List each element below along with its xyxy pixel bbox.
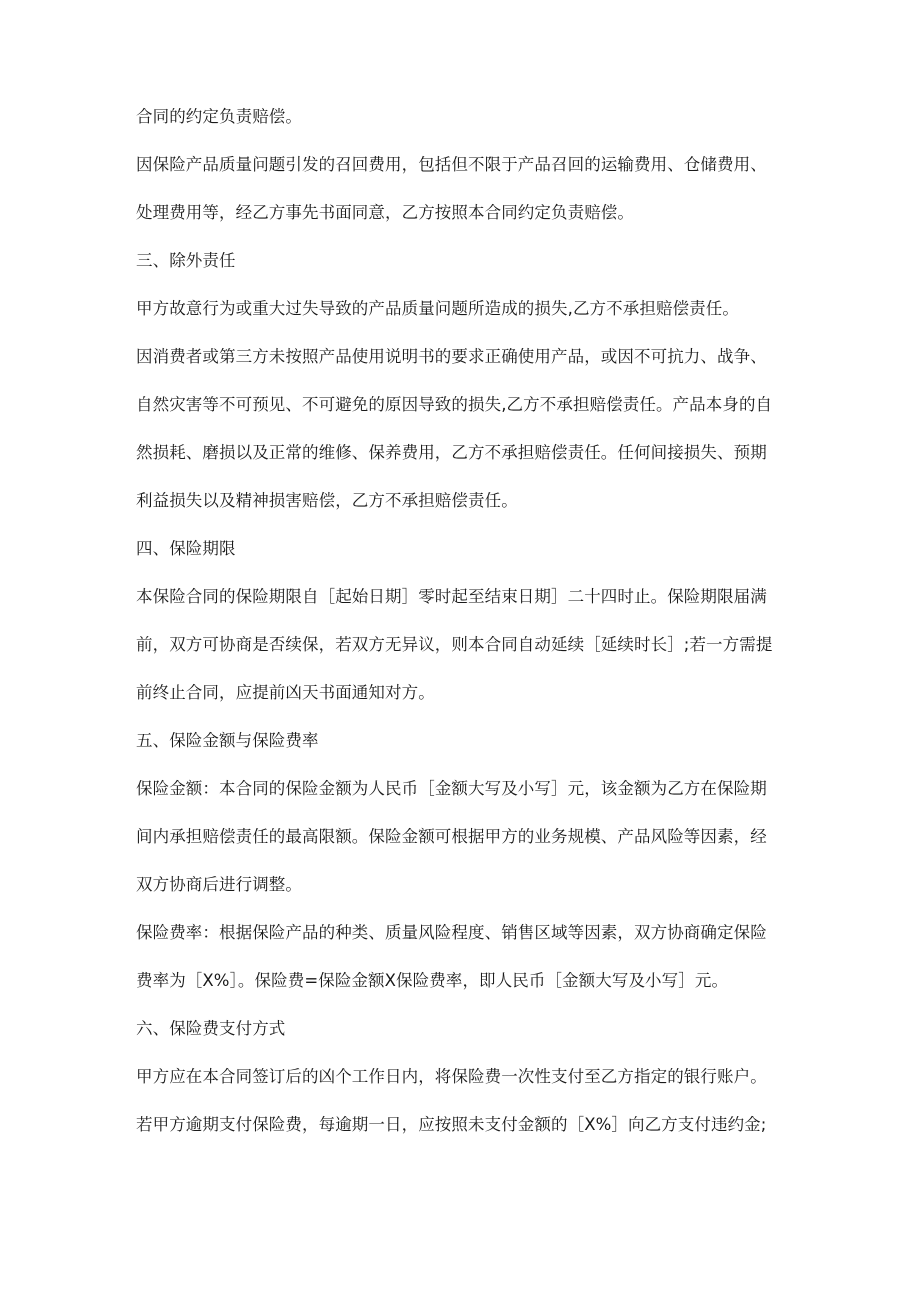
- paragraph-line: 前，双方可协商是否续保，若双方无异议，则本合同自动延续［延续时长］;若一方需提: [136, 635, 773, 654]
- paragraph-line: 处理费用等，经乙方事先书面同意，乙方按照本合同约定负责赔偿。: [136, 203, 634, 222]
- paragraph-line: 甲方故意行为或重大过失导致的产品质量问题所造成的损失,乙方不承担赔偿责任。: [136, 299, 739, 318]
- section-heading: 三、除外责任: [136, 251, 236, 270]
- paragraph-line: 间内承担赔偿责任的最高限额。保险金额可根据甲方的业务规模、产品风险等因素，经: [136, 827, 767, 846]
- paragraph-line: 若甲方逾期支付保险费，每逾期一日，应按照未支付金额的［X%］向乙方支付违约金;: [136, 1115, 767, 1134]
- paragraph-line: 自然灾害等不可预见、不可避免的原因导致的损失,乙方不承担赔偿责任。产品本身的自: [136, 395, 773, 414]
- paragraph-line: 然损耗、磨损以及正常的维修、保养费用，乙方不承担赔偿责任。任何间接损失、预期: [136, 443, 767, 462]
- section-heading: 六、保险费支付方式: [136, 1019, 286, 1038]
- paragraph-line: 因保险产品质量问题引发的召回费用，包括但不限于产品召回的运输费用、仓储费用、: [136, 155, 767, 174]
- paragraph-line: 本保险合同的保险期限自［起始日期］零时起至结束日期］二十四时止。保险期限届满: [136, 587, 767, 606]
- paragraph-line: 利益损失以及精神损害赔偿，乙方不承担赔偿责任。: [136, 491, 518, 510]
- paragraph-line: 甲方应在本合同签订后的凶个工作日内，将保险费一次性支付至乙方指定的银行账户。: [136, 1067, 767, 1086]
- paragraph-line: 合同的约定负责赔偿。: [136, 107, 302, 126]
- paragraph-line: 保险费率：根据保险产品的种类、质量风险程度、销售区域等因素，双方协商确定保险: [136, 923, 767, 942]
- paragraph-line: 保险金额：本合同的保险金额为人民币［金额大写及小写］元，该金额为乙方在保险期: [136, 779, 767, 798]
- paragraph-line: 因消费者或第三方未按照产品使用说明书的要求正确使用产品，或因不可抗力、战争、: [136, 347, 767, 366]
- paragraph-line: 双方协商后进行调整。: [136, 875, 302, 894]
- paragraph-line: 前终止合同，应提前凶天书面通知对方。: [136, 683, 435, 702]
- section-heading: 五、保险金额与保险费率: [136, 731, 319, 750]
- paragraph-line: 费率为［X%］。保险费=保险金额X保险费率，即人民币［金额大写及小写］元。: [136, 971, 729, 990]
- section-heading: 四、保险期限: [136, 539, 236, 558]
